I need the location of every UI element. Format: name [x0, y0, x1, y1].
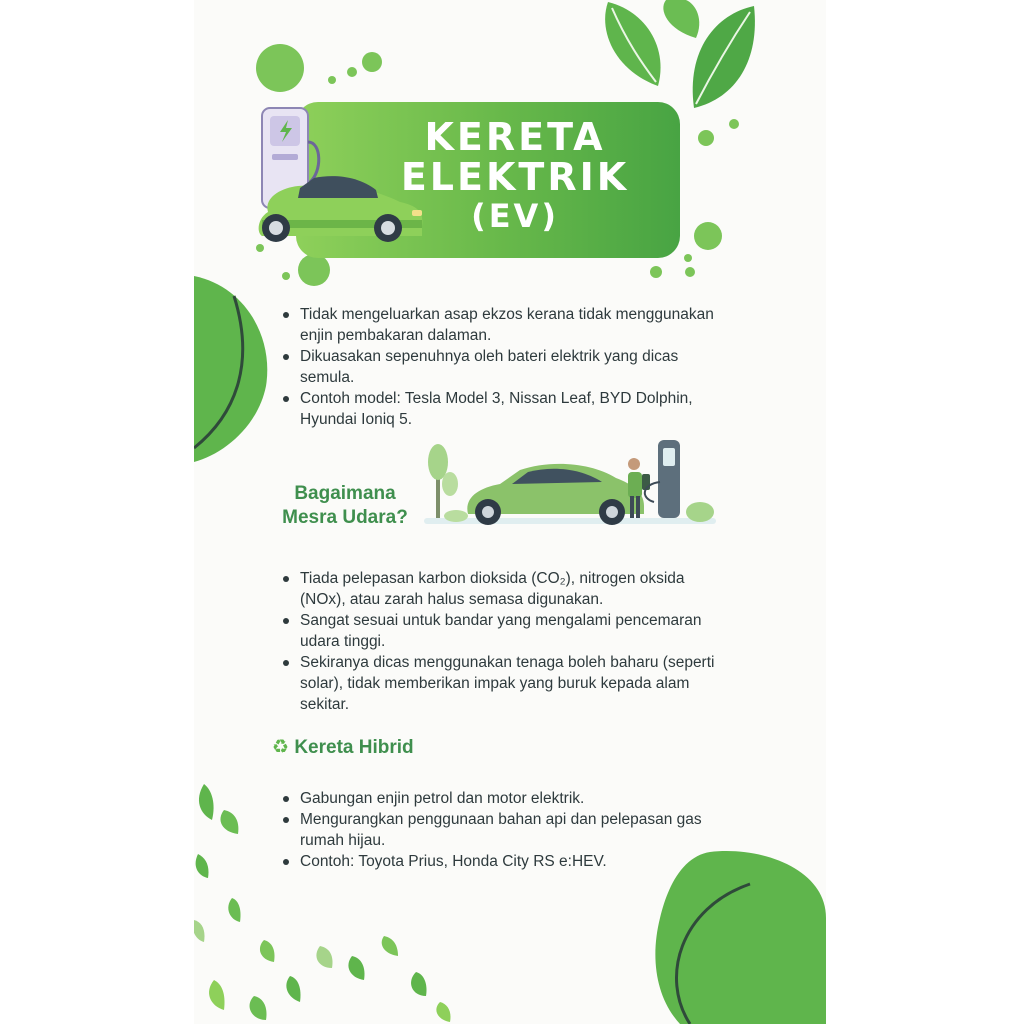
car-charging-scene-illustration — [420, 432, 720, 528]
eco-heading — [270, 482, 420, 530]
hybrid-heading-text: Kereta Hibrid — [294, 737, 414, 758]
page-title — [360, 115, 670, 235]
list-item: Mengurangkan penggunaan bahan api dan pelepasan gas rumah hijau. — [280, 809, 720, 851]
title-line-2: ELEKTRIK — [400, 154, 630, 199]
title-line-1: KERETA — [424, 115, 606, 159]
eco-heading-line-1: Bagaimana — [294, 483, 396, 504]
list-item: Contoh: Toyota Prius, Honda City RS e:HEV. — [280, 851, 720, 872]
list-item: Gabungan enjin petrol dan motor elektrik. — [280, 788, 720, 809]
list-item: Tidak mengeluarkan asap ekzos kerana tidak menggunakan enjin pembakaran dalaman. — [280, 304, 720, 346]
list-item: Dikuasakan sepenuhnya oleh bateri elektrik yang dicas semula. — [280, 346, 720, 388]
eco-heading-line-2: Mesra Udara? — [282, 507, 408, 528]
list-item: Sekiranya dicas menggunakan tenaga boleh baharu (seperti solar), tidak memberikan impak yang buruk kepada alam sekitar. — [280, 652, 720, 715]
recycle-icon: ♻ — [272, 737, 290, 758]
eco-benefit-list — [280, 568, 720, 715]
list-item: Sangat sesuai untuk bandar yang mengalami pencemaran udara tinggi. — [280, 610, 720, 652]
leaves-bottom-left-decoration — [194, 780, 484, 1024]
list-item: Tiada pelepasan karbon dioksida (CO₂), nitrogen oksida (NOx), atau zarah halus semasa digunakan. — [280, 568, 720, 610]
leaf-bottom-right-decoration — [650, 848, 826, 1024]
ev-feature-list — [280, 304, 720, 430]
list-item: Contoh model: Tesla Model 3, Nissan Leaf, BYD Dolphin, Hyundai Ioniq 5. — [280, 388, 720, 430]
hybrid-heading — [272, 736, 572, 760]
title-line-3: (EV) — [471, 196, 559, 235]
leaf-left-decoration — [194, 276, 274, 466]
